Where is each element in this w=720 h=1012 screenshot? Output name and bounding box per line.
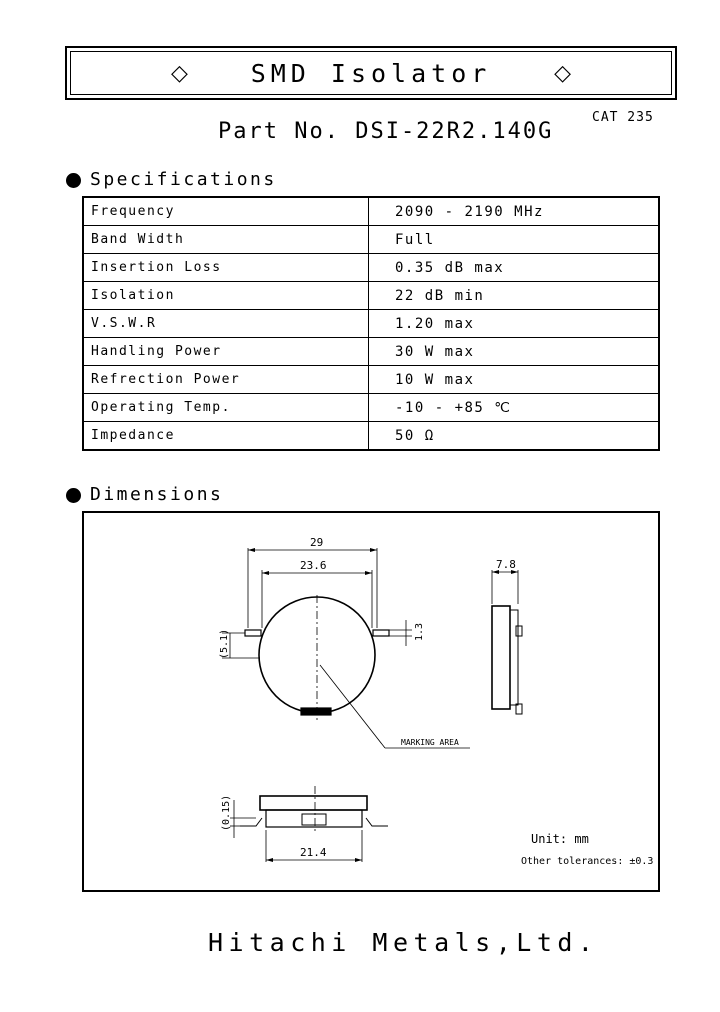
spec-value: -10 - +85 ℃ [369, 394, 660, 422]
spec-value: 0.35 dB max [369, 254, 660, 282]
spec-value: 30 W max [369, 338, 660, 366]
spec-name: Operating Temp. [83, 394, 369, 422]
diamond-left-icon: ◇ [171, 60, 188, 86]
spec-value: 1.20 max [369, 310, 660, 338]
label-terminal-thickness: 1.3 [414, 622, 425, 641]
spec-name: V.S.W.R [83, 310, 369, 338]
spec-name: Handling Power [83, 338, 369, 366]
spec-value: 10 W max [369, 366, 660, 394]
spec-name: Impedance [83, 422, 369, 451]
spec-value: 50 Ω [369, 422, 660, 451]
terminal-right [373, 630, 389, 636]
spec-value: 2090 - 2190 MHz [369, 197, 660, 226]
label-terminal-offset: (5.1) [219, 628, 230, 659]
unit-note: Unit: mm [531, 832, 589, 846]
specifications-heading: Specifications [90, 169, 277, 190]
spec-name: Insertion Loss [83, 254, 369, 282]
document-title: SMD Isolator [250, 58, 492, 88]
marking-area-leader [320, 665, 385, 748]
spec-name: Isolation [83, 282, 369, 310]
label-bottom-width: 21.4 [300, 846, 327, 859]
diamond-right-icon: ◇ [554, 60, 571, 86]
catalog-number: CAT 235 [592, 110, 654, 125]
terminal-left [245, 630, 261, 636]
spec-name: Refrection Power [83, 366, 369, 394]
bottom-tab [301, 708, 331, 715]
spec-value: 22 dB min [369, 282, 660, 310]
spec-name: Frequency [83, 197, 369, 226]
spec-value: Full [369, 226, 660, 254]
dimensions-heading: Dimensions [90, 484, 224, 505]
label-height: 7.8 [496, 558, 516, 571]
label-body-width: 23.6 [300, 559, 327, 572]
side-view-body [492, 606, 510, 709]
label-marking-area: MARKING AREA [401, 738, 459, 747]
front-view-body [260, 796, 367, 810]
part-number: Part No. DSI-22R2.140G [218, 119, 554, 144]
tolerance-note: Other tolerances: ±0.3 [521, 856, 654, 867]
label-standoff: (0.15) [221, 794, 232, 831]
label-overall-width: 29 [310, 536, 324, 549]
company-name: Hitachi Metals,Ltd. [208, 928, 599, 957]
spec-name: Band Width [83, 226, 369, 254]
